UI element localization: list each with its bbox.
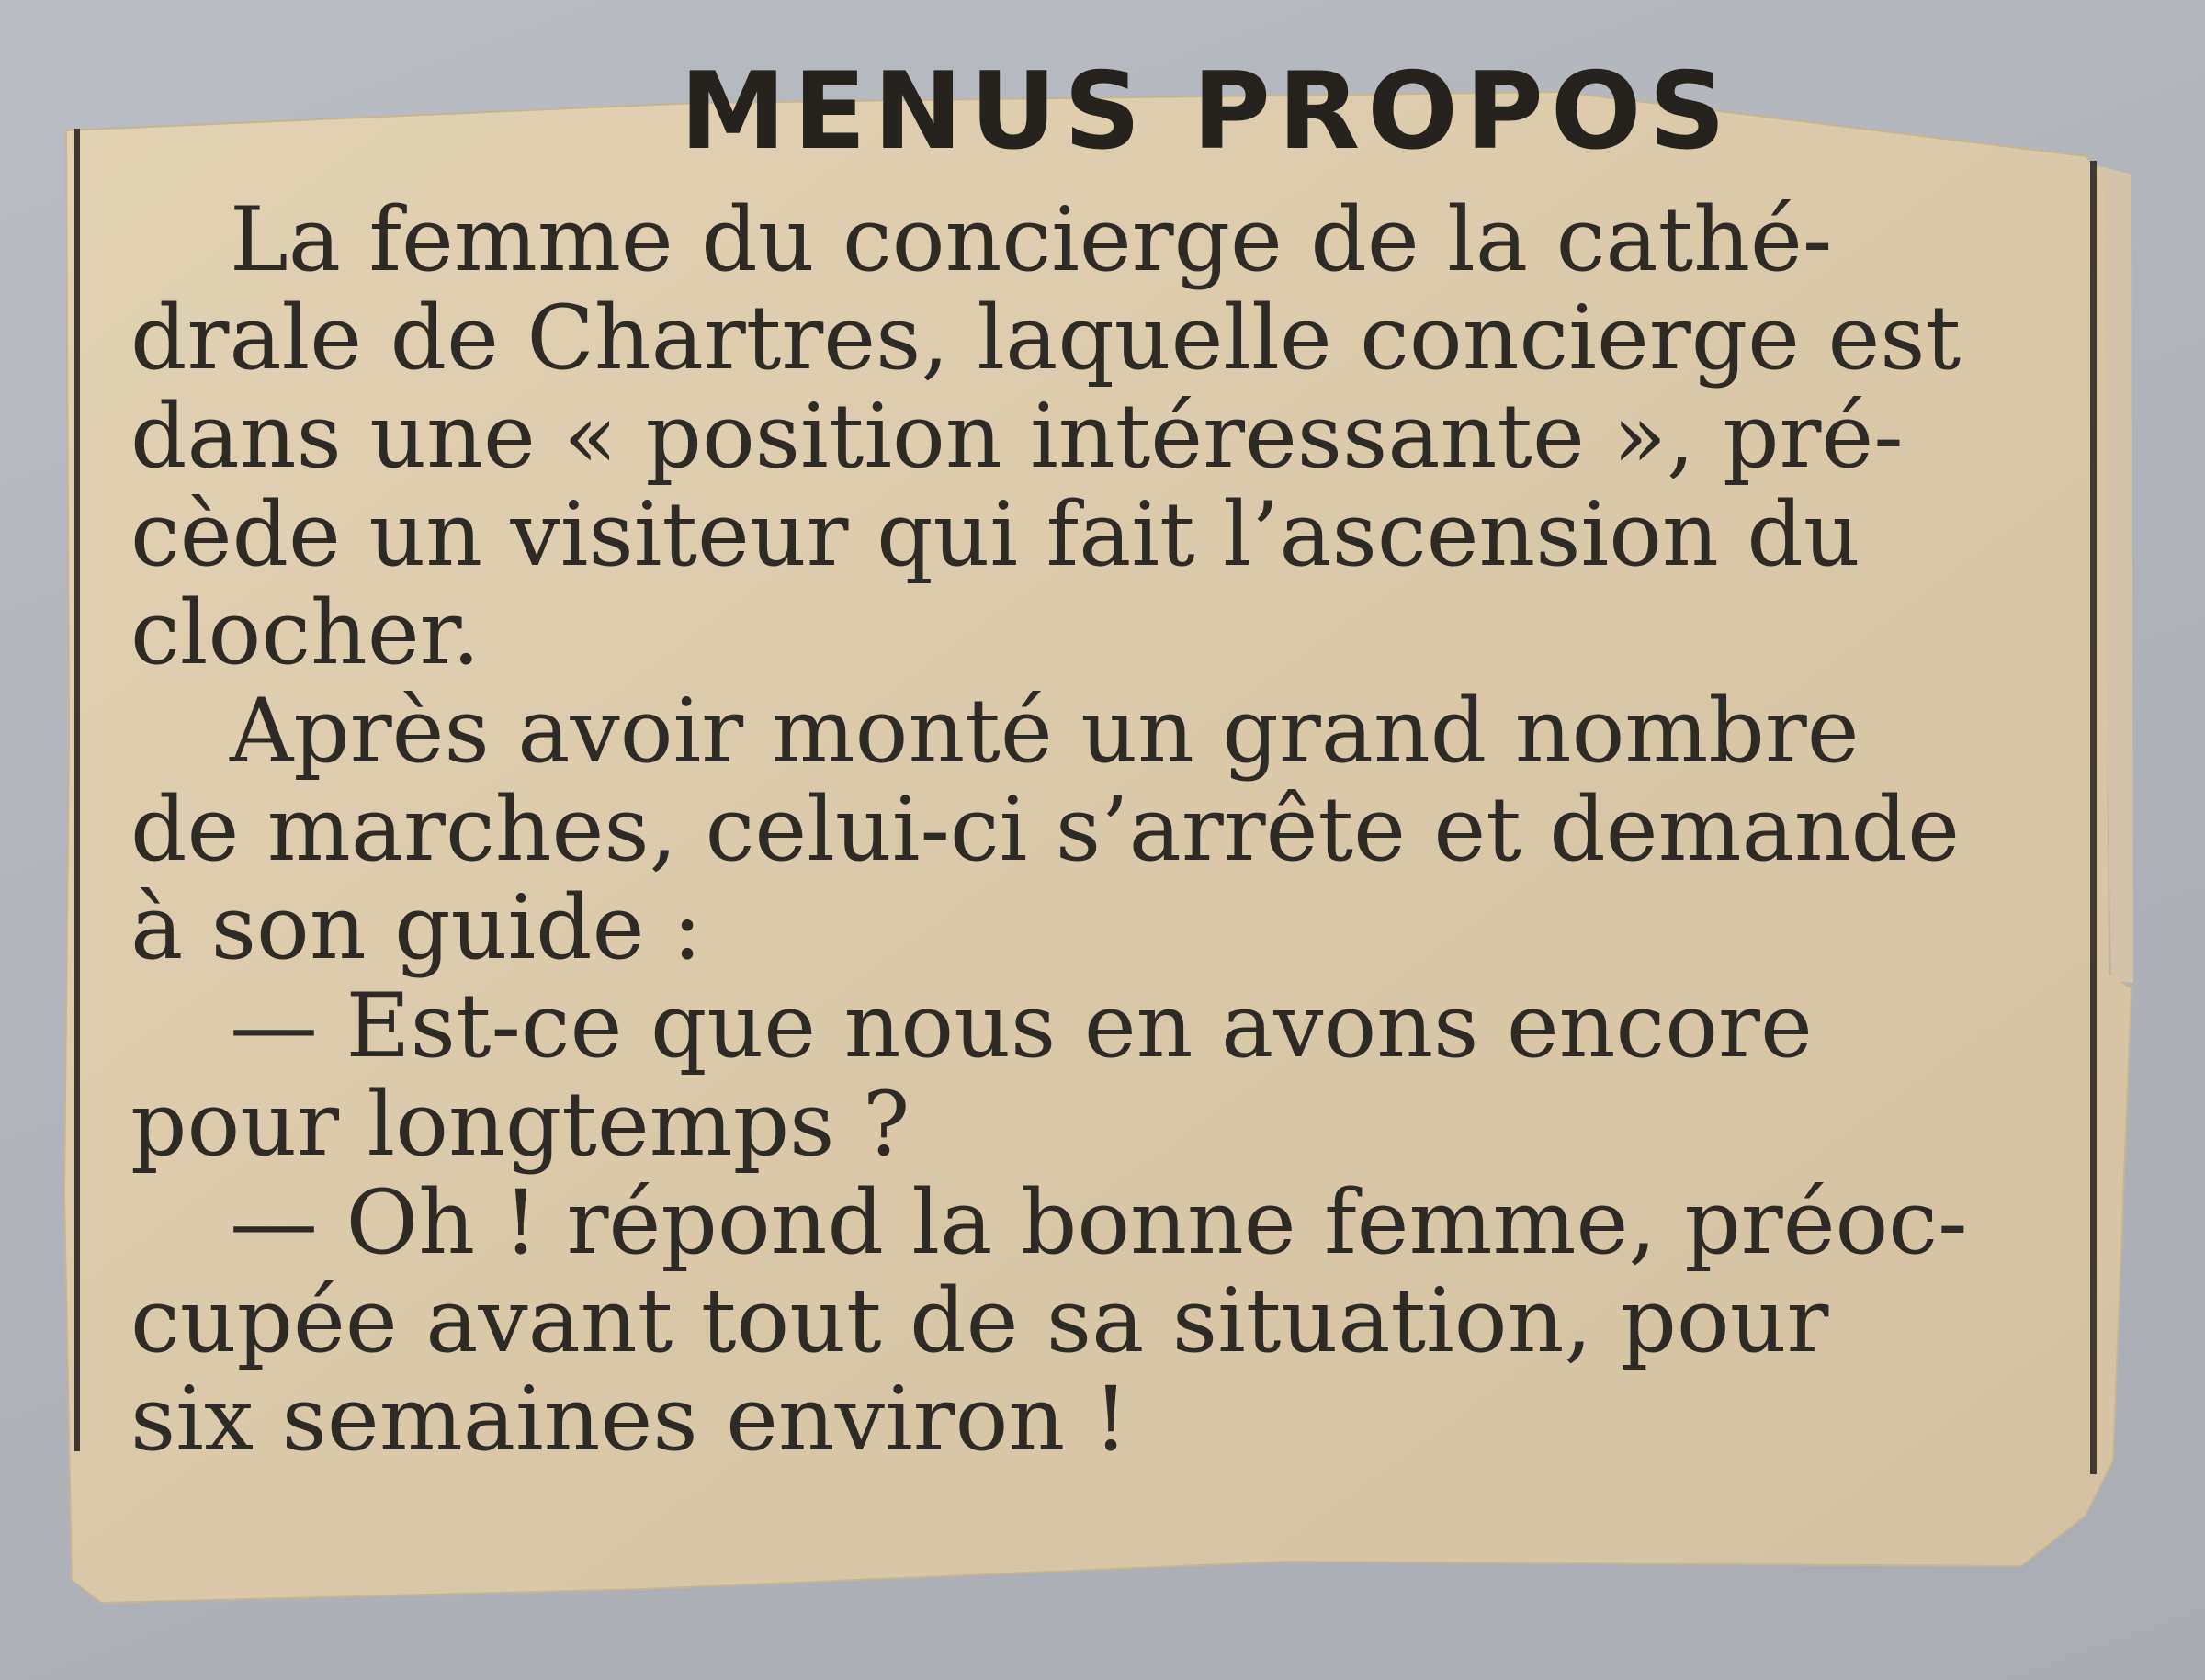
article-body	[130, 188, 2041, 1471]
text-line: — Est-ce que nous en avons encore	[230, 975, 1813, 1077]
text-line: à son guide :	[130, 876, 703, 979]
text-line: cède un visiteur qui fait l’ascension du	[130, 483, 1860, 586]
text-line: Après avoir monté un grand nombre	[230, 680, 1860, 783]
paragraph	[130, 977, 2041, 1174]
paragraph	[130, 188, 2041, 684]
text-line: de marches, celui-ci s’arrête et demande	[130, 778, 1960, 881]
paragraph	[130, 1171, 2041, 1471]
text-line: clocher.	[130, 581, 481, 684]
clipping-heading: MENUS PROPOS	[680, 50, 1734, 174]
text-line: cupée avant tout de sa situation, pour	[130, 1269, 1829, 1372]
paragraph	[130, 682, 2041, 977]
text-line: drale de Chartres, laquelle concierge est	[130, 287, 1962, 389]
right-column-rule	[2090, 161, 2097, 1474]
text-line: — Oh ! répond la bonne femme, préoc-	[230, 1171, 1968, 1274]
text-line: six semaines environ !	[130, 1368, 1129, 1471]
text-line: La femme du concierge de la cathé-	[230, 188, 1833, 291]
text-line: pour longtemps ?	[130, 1073, 910, 1176]
text-line: dans une « position intéressante », pré-	[130, 385, 1904, 488]
